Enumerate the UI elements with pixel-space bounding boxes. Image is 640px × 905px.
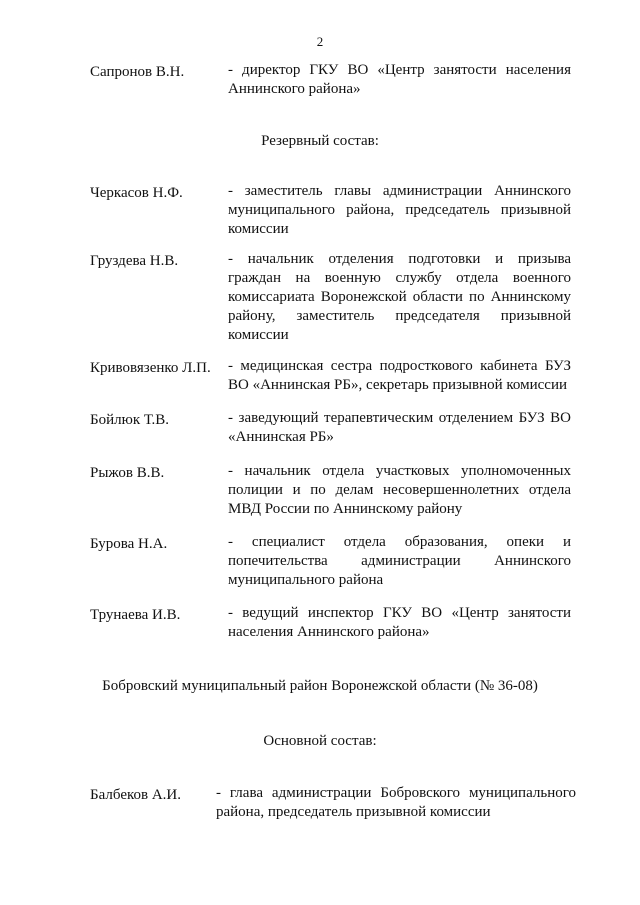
member-role: - специалист отдела образования, опеки и попечительства администрации Аннинского муниципального района [228,534,571,588]
main-heading: Основной состав: [263,733,377,749]
member-role: - начальник отдела участковых уполномоченных полиции и по делам несовершеннолетних отдела МВД России по Аннинскому району [228,463,571,517]
member-name: Бойлюк Т.В. [90,412,170,428]
member-role: - медицинская сестра подросткового кабинета БУЗ ВО «Аннинская РБ», секретарь призывной комиссии [228,358,571,393]
member-role: - ведущий инспектор ГКУ ВО «Центр занятости населения Аннинского района» [228,605,571,640]
member-name: Кривовязенко Л.П. [90,360,211,376]
member-role: - начальник отделения подготовки и призыва граждан на военную службу отдела военного комиссариата Воронежской области по Аннинскому району, заместитель председателя призывной комиссии [228,251,571,343]
page-number: 2 [316,34,324,49]
member-role: - заведующий терапевтическим отделением БУЗ ВО «Аннинская РБ» [228,410,571,445]
member-name: Трунаева И.В. [90,607,181,623]
member-role: - глава администрации Бобровского муниципального района, председатель призывной комиссии [216,785,576,820]
reserve-heading: Резервный состав: [261,133,379,149]
member-name: Черкасов Н.Ф. [90,185,183,201]
member-name: Рыжов В.В. [90,465,165,481]
member-role: - заместитель главы администрации Аннинского муниципального района, председатель призывной комиссии [228,183,571,237]
district-heading: Бобровский муниципальный район Воронежской области (№ 36-08) [102,678,538,694]
member-name: Груздева Н.В. [90,253,179,269]
member-role: - директор ГКУ ВО «Центр занятости населения Аннинского района» [228,62,571,97]
member-name: Балбеков А.И. [90,787,182,803]
member-name: Сапронов В.Н. [90,64,185,80]
member-name: Бурова Н.А. [90,536,168,552]
